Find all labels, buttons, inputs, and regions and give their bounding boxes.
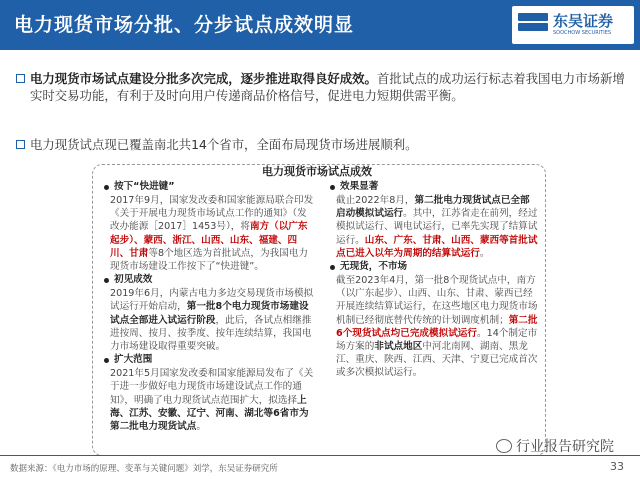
wechat-icon	[496, 439, 512, 453]
section-bold: 上海、江苏、安徽、辽宁、河南、湖北等6省市为第二批电力现货试点	[110, 394, 309, 433]
page-number: 33	[610, 460, 624, 473]
section-text: 截至2023年4月，第一批8个现货试点中，南方（以广东起步）、山西、山东、甘肃、蒙西已经开展连续结算试运行，在这些地区电力现货市场机制已经彻底替代传统的计划调度机制；	[336, 275, 538, 326]
page-title: 电力现货市场分批、分步试点成效明显	[14, 14, 355, 36]
section-text: 2017年9月，国家发改委和国家能源局联合印发《关于开展电力现货市场试点工作的通知》（发改办能源［2017］1453号），将	[110, 195, 314, 233]
section-bold: 第一批8个电力现货市场建设试点全部进入试运行阶段	[110, 301, 309, 326]
section-expand-scope	[104, 353, 314, 433]
section-text: 。	[479, 247, 490, 259]
section-highlight: 南方（以广东起步）、蒙西、浙江、山西、山东、福建、四川、甘肃	[110, 221, 308, 259]
bullet-1-text: 首批试点的成功运行标志着我国电力市场新增实时交易功能，有利于及时向用户传递商品价格信号，促进电力短期供需平衡。	[30, 71, 625, 103]
bullet-1-bold: 电力现货市场试点建设分批多次完成，逐步推进取得良好成效。	[30, 71, 377, 86]
section-heading: 按下“快进键”	[104, 180, 314, 194]
section-heading: 效果显著	[330, 180, 538, 194]
section-initial-results	[104, 273, 314, 353]
section-text: 截止2022年8月，	[336, 195, 415, 206]
panel-title: 电力现货市场试点成效	[262, 165, 372, 178]
section-heading: 初见成效	[104, 273, 314, 287]
company-logo	[512, 6, 634, 44]
section-no-spot-no-market	[330, 260, 538, 380]
section-text: 。	[196, 421, 206, 433]
section-text: 2021年5月国家发改委和国家能源局发布了《关于进一步做好电力现货市场建设试点工作的通知》，明确了电力现货试点范围扩大，拟选择	[110, 368, 314, 406]
square-bullet-icon	[16, 140, 25, 149]
bullet-2	[16, 136, 632, 153]
bullet-1	[16, 70, 632, 104]
square-bullet-icon	[16, 74, 25, 83]
section-significant-results	[330, 180, 538, 260]
footer-divider	[0, 455, 640, 456]
section-text: 。14个制定市场方案的	[336, 327, 538, 353]
section-heading: 扩大范围	[104, 353, 314, 367]
section-bold: 第二批电力现货试点已全部启动模拟试运行	[336, 195, 530, 220]
section-text: ，此后，各试点相继推进按周、按月、按季度、按年连续结算，我国电力市场建设取得重要突破。	[110, 314, 312, 353]
section-text: 。其中，江苏省走在前列，经过模拟试运行、调电试运行，已率先实现了结算试运行。	[336, 208, 538, 246]
logo-english: SOOCHOW SECURITIES	[553, 30, 612, 36]
section-text: 中河北南网、湖南、黑龙江、重庆、陕西、江西、天津、宁夏已完成首次或多次模拟试运行。	[336, 341, 538, 379]
footer-source: 数据来源：《电力市场的原理、变革与关键问题》刘学，东吴证券研究所	[10, 464, 278, 474]
section-heading: 无现货，不市场	[330, 260, 538, 274]
section-highlight: 第二批6个现货试点均已完成模拟试运行	[336, 314, 538, 339]
section-bold: 非试点地区	[374, 341, 423, 353]
bullet-2-text: 电力现货试点现已覆盖南北共14个省市，全面布局现货市场进展顺利。	[30, 137, 418, 152]
watermark-text: 行业报告研究院	[516, 439, 614, 455]
section-fast-forward	[104, 180, 314, 273]
section-text: 2019年6月，内蒙古电力多边交易现货市场模拟试运行开始启动，	[110, 288, 314, 313]
logo-mark-icon	[518, 13, 548, 37]
section-text: 等8个地区选为首批试点，为我国电力现货市场建设工作按下了“快进键”。	[110, 247, 308, 273]
panel-right-column	[330, 180, 538, 380]
panel-left-column	[104, 180, 314, 433]
logo-name: 东吴证券	[553, 12, 614, 30]
watermark	[496, 436, 614, 456]
section-highlight: 山东、广东、甘肃、山西、蒙西等首批试点已进入以年为周期的结算试运行	[336, 234, 538, 259]
